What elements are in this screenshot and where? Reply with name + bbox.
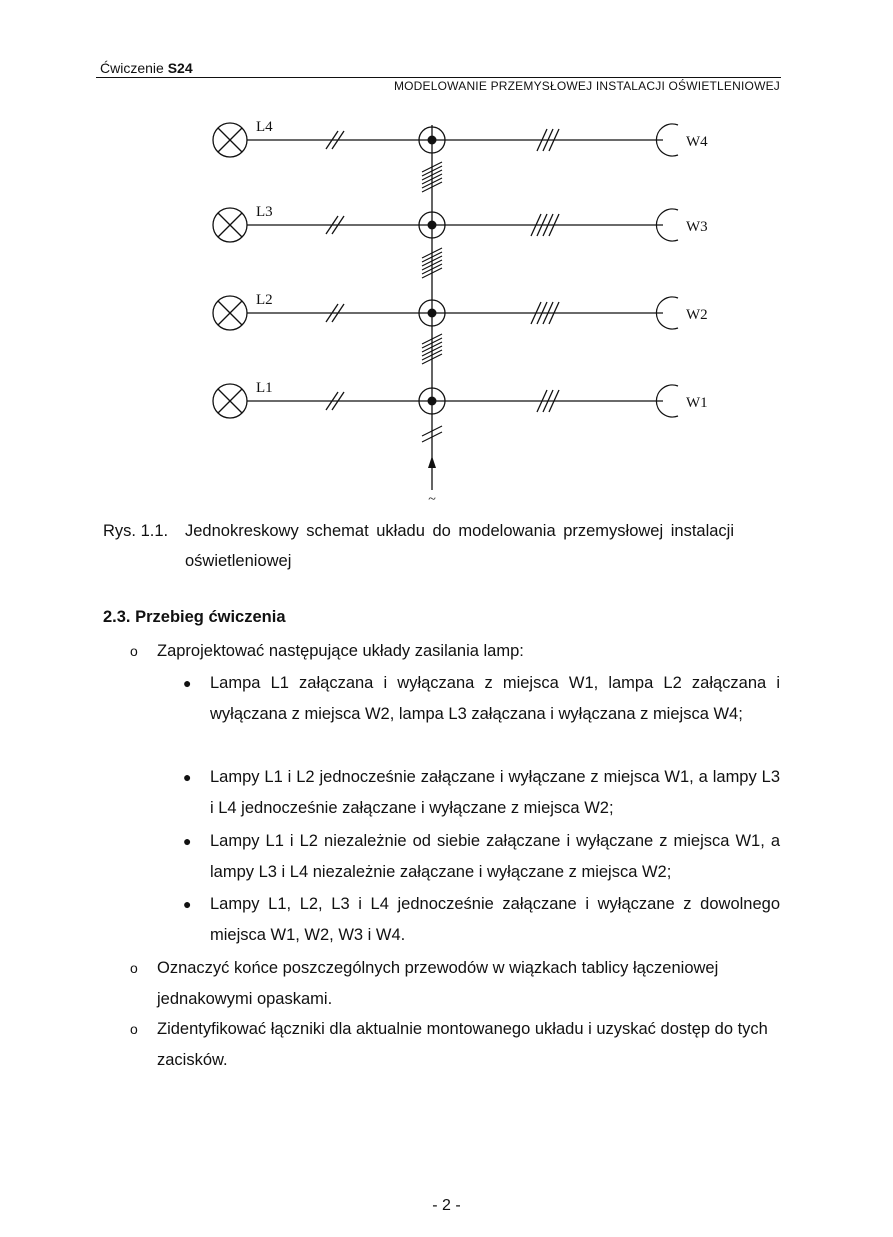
dot-bullet-icon: ● [183,675,192,691]
sub-list-item-text: Lampy L1 i L2 niezależnie od siebie załączane i wyłączane z miejsca W1, a lampy L3 i L4 niezależnie załączane i wyłączane z miejsca W2; [210,832,780,881]
dot-bullet-icon: ● [183,896,192,912]
sub-list-item [183,668,780,730]
figure-caption [103,516,783,576]
lamp-label-l4: L4 [256,119,273,135]
dot-bullet-icon: ● [183,769,192,785]
sub-list-item [183,889,780,951]
row-l4-w4 [213,123,678,157]
switch-label-w4: W4 [686,134,708,150]
section-title: 2.3. Przebieg ćwiczenia [103,608,286,626]
ac-supply-symbol: ~ [428,492,436,507]
row-l3-w3 [213,208,678,242]
list-item-text: Zidentyfikować łączniki dla aktualnie montowanego układu i uzyskać dostęp do tych zacisków. [157,1020,768,1069]
switch-label-w2: W2 [686,307,708,323]
list-item [130,953,780,1015]
sub-list-item-text: Lampy L1 i L2 jednocześnie załączane i wyłączane z miejsca W1, a lampy L3 i L4 jednocześnie załączane i wyłączane z miejsca W2; [210,768,780,817]
row-l2-w2 [213,296,678,330]
circle-bullet-icon: o [130,643,138,659]
list-item [130,636,780,667]
circle-bullet-icon: o [130,1021,138,1037]
list-item [130,1014,780,1076]
caption-line-2: oświetleniowej [185,552,292,570]
list-item-text: Zaprojektować następujące układy zasilania lamp: [157,642,524,660]
supply-arrow-icon [428,456,436,468]
sub-list-item-text: Lampy L1, L2, L3 i L4 jednocześnie załączane i wyłączane z dowolnego miejsca W1, W2, W3 i W4. [210,895,780,944]
lamp-label-l3: L3 [256,204,273,220]
circle-bullet-icon: o [130,960,138,976]
sub-list-item-text: Lampa L1 załączana i wyłączana z miejsca W1, lampa L2 załączana i wyłączana z miejsca W2, lampa L3 załączana i wyłączana z miejsca W4; [210,674,780,723]
page-number: - 2 - [432,1197,461,1214]
wiring-diagram [0,0,893,510]
switch-label-w3: W3 [686,219,708,235]
lamp-label-l1: L1 [256,380,273,396]
sub-list-item [183,762,780,824]
lamp-label-l2: L2 [256,292,273,308]
exercise-prefix: Ćwiczenie [100,60,168,76]
caption-line-1: Jednokreskowy schemat układu do modelowania przemysłowej instalacji [185,522,735,540]
switch-label-w1: W1 [686,395,708,411]
header-title: MODELOWANIE PRZEMYSŁOWEJ INSTALACJI OŚWIETLENIOWEJ [393,79,780,93]
figure-label: Rys. 1.1. [103,522,169,540]
row-l1-w1 [213,384,678,418]
sub-list-item [183,826,780,888]
dot-bullet-icon: ● [183,833,192,849]
list-item-text: Oznaczyć końce poszczególnych przewodów w wiązkach tablicy łączeniowej jednakowymi opaskami. [157,959,719,1008]
exercise-code: S24 [167,60,193,76]
